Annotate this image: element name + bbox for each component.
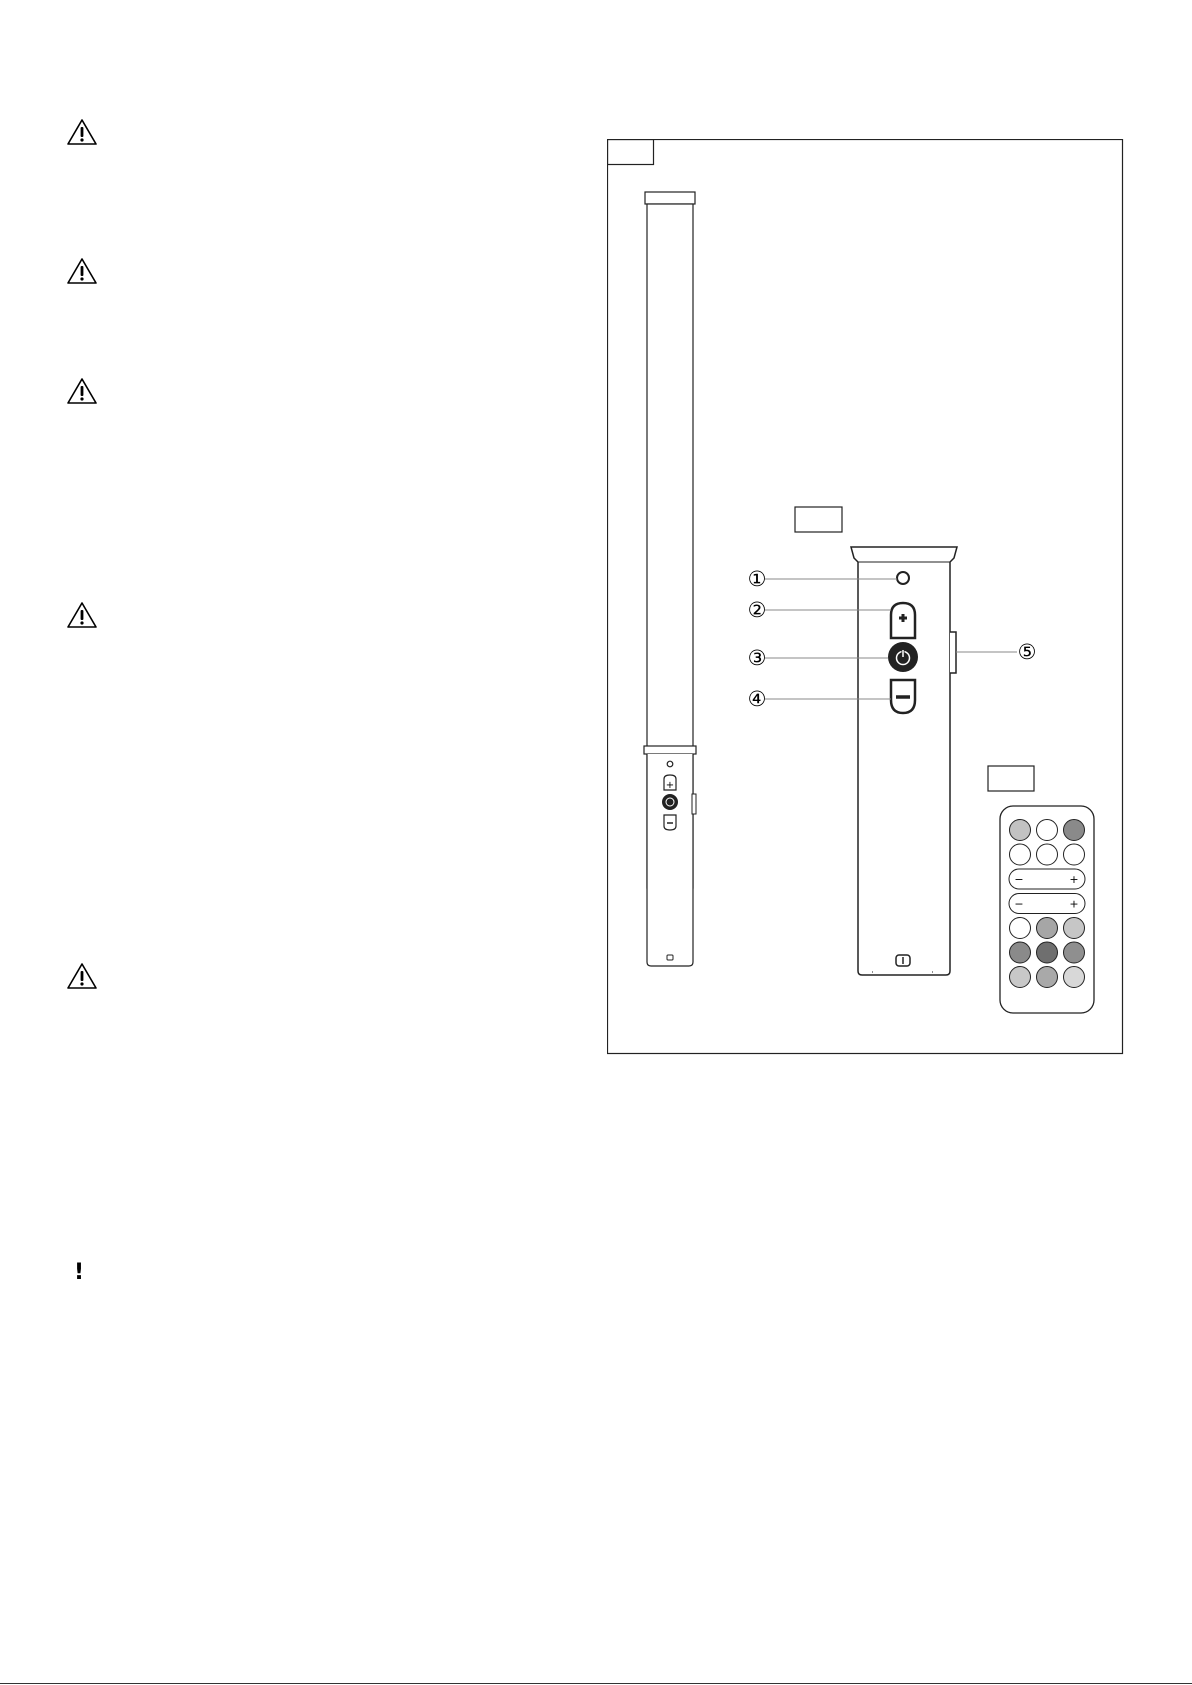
remote-button[interactable] — [1064, 820, 1085, 841]
footer-rule — [0, 1683, 1192, 1684]
remote-button[interactable] — [1037, 942, 1058, 963]
remote-button[interactable] — [1037, 820, 1058, 841]
warning-triangle-icon — [66, 118, 98, 146]
warning-triangle-icon — [66, 377, 98, 405]
callout-4: ④ — [747, 687, 767, 711]
callout-2: ② — [747, 598, 767, 622]
warning-triangle-icon — [66, 257, 98, 285]
callout-1: ① — [747, 567, 767, 591]
handle-detail — [851, 547, 957, 975]
remote-control — [1000, 806, 1094, 1013]
remote-button[interactable] — [1010, 918, 1031, 939]
remote-button[interactable] — [1037, 918, 1058, 939]
remote-minus-label: − — [1014, 897, 1024, 911]
remote-button[interactable] — [1010, 820, 1031, 841]
warning-triangle-icon — [66, 962, 98, 990]
remote-button[interactable] — [1037, 844, 1058, 865]
svg-text:+: + — [665, 780, 675, 791]
light-wand — [644, 192, 696, 966]
remote-button[interactable] — [1064, 918, 1085, 939]
remote-minus-label: − — [1014, 873, 1024, 886]
remote-button[interactable] — [1037, 967, 1058, 988]
remote-button[interactable] — [1010, 967, 1031, 988]
remote-plus-label: + — [1069, 897, 1079, 911]
remote-button[interactable] — [1010, 844, 1031, 865]
detail-label-box — [795, 507, 842, 532]
warning-triangle-icon — [66, 601, 98, 629]
note-icon: ! — [74, 1260, 85, 1285]
callout-5: ⑤ — [1017, 640, 1037, 664]
product-figure — [607, 139, 1124, 1055]
remote-button[interactable] — [1064, 967, 1085, 988]
callout-3: ③ — [747, 646, 767, 670]
remote-button[interactable] — [1010, 942, 1031, 963]
remote-plus-label: + — [1069, 873, 1079, 886]
remote-label-box — [988, 766, 1034, 791]
remote-button[interactable] — [1064, 844, 1085, 865]
remote-button[interactable] — [1064, 942, 1085, 963]
